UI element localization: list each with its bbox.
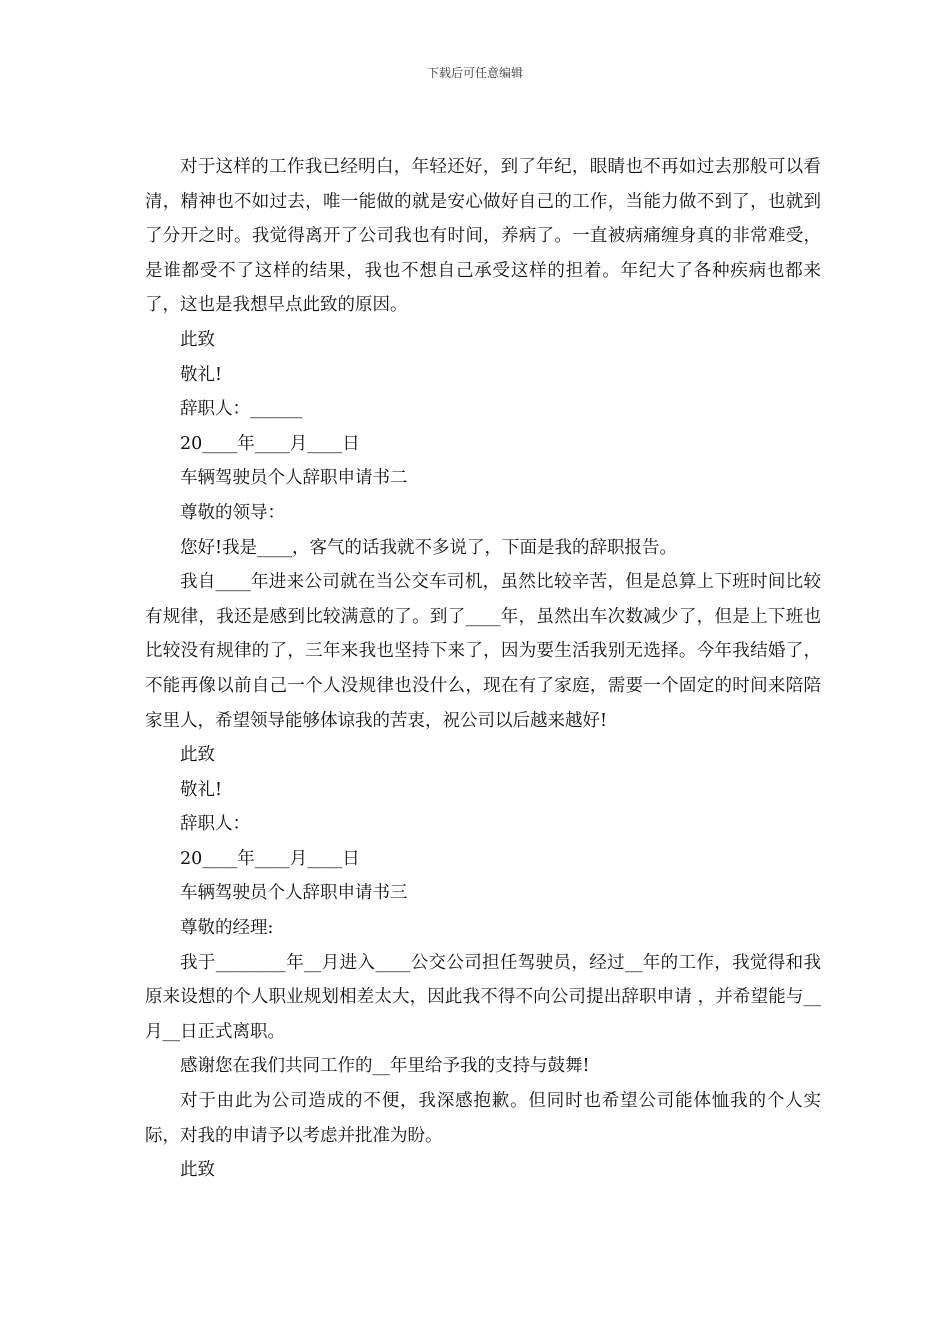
paragraph: 我自____年进来公司就在当公交车司机，虽然比较辛苦，但是总算上下班时间比较有规律，我还是感到比较满意的了。到了____年，虽然出车次数减少了，但是上下班也比较没有规律的了，三年来我也坚持下来了，因为要生活我别无选择。今年我结婚了，不能再像以前自己一个人没规律也没什么，现在有了家庭，需要一个固定的时间来陪陪家里人，希望领导能够体谅我的苦衷，祝公司以后越来越好!	[145, 572, 821, 731]
salutation-line: 敬礼!	[180, 364, 223, 385]
paragraph: 感谢您在我们共同工作的__年里给予我的支持与鼓舞!	[180, 1056, 590, 1077]
closing-line: 此致	[180, 745, 215, 766]
paragraph: 对于由此为公司造成的不便，我深感抱歉。但同时也希望公司能体恤我的个人实际，对我的申请予以考虑并批准为盼。	[145, 1091, 821, 1146]
closing-line: 此致	[180, 1160, 215, 1181]
greeting-line: 尊敬的领导：	[180, 502, 285, 523]
greeting-line: 尊敬的经理:	[180, 918, 274, 939]
salutation-line: 敬礼!	[180, 779, 223, 800]
section-title: 车辆驾驶员个人辞职申请书二	[180, 468, 408, 489]
document-body	[145, 150, 821, 1188]
closing-line: 此致	[180, 329, 215, 350]
signature-line: 辞职人：	[180, 814, 250, 835]
section-title: 车辆驾驶员个人辞职申请书三	[180, 883, 408, 904]
date-line: 20____年____月____日	[180, 433, 360, 454]
paragraph: 对于这样的工作我已经明白，年轻还好，到了年纪，眼睛也不再如过去那般可以看清，精神也不如过去，唯一能做的就是安心做好自己的工作，当能力做不到了，也就到了分开之时。我觉得离开了公司我也有时间，养病了。一直被病痛缠身真的非常难受，是谁都受不了这样的结果，我也不想自己承受这样的担着。年纪大了各种疾病也都来了，这也是我想早点此致的原因。	[145, 157, 821, 316]
page-header: 下载后可任意编辑	[426, 66, 523, 80]
date-line: 20____年____月____日	[180, 848, 360, 869]
paragraph: 您好!我是____，客气的话我就不多说了，下面是我的辞职报告。	[180, 537, 678, 558]
paragraph: 我于________年__月进入____公交公司担任驾驶员，经过__年的工作，我觉得和我原来设想的个人职业规划相差太大，因此我不得不向公司提出辞职申请 ，并希望能与__月__日正式离职。	[145, 952, 821, 1042]
signature-line: 辞职人：______	[180, 399, 303, 420]
